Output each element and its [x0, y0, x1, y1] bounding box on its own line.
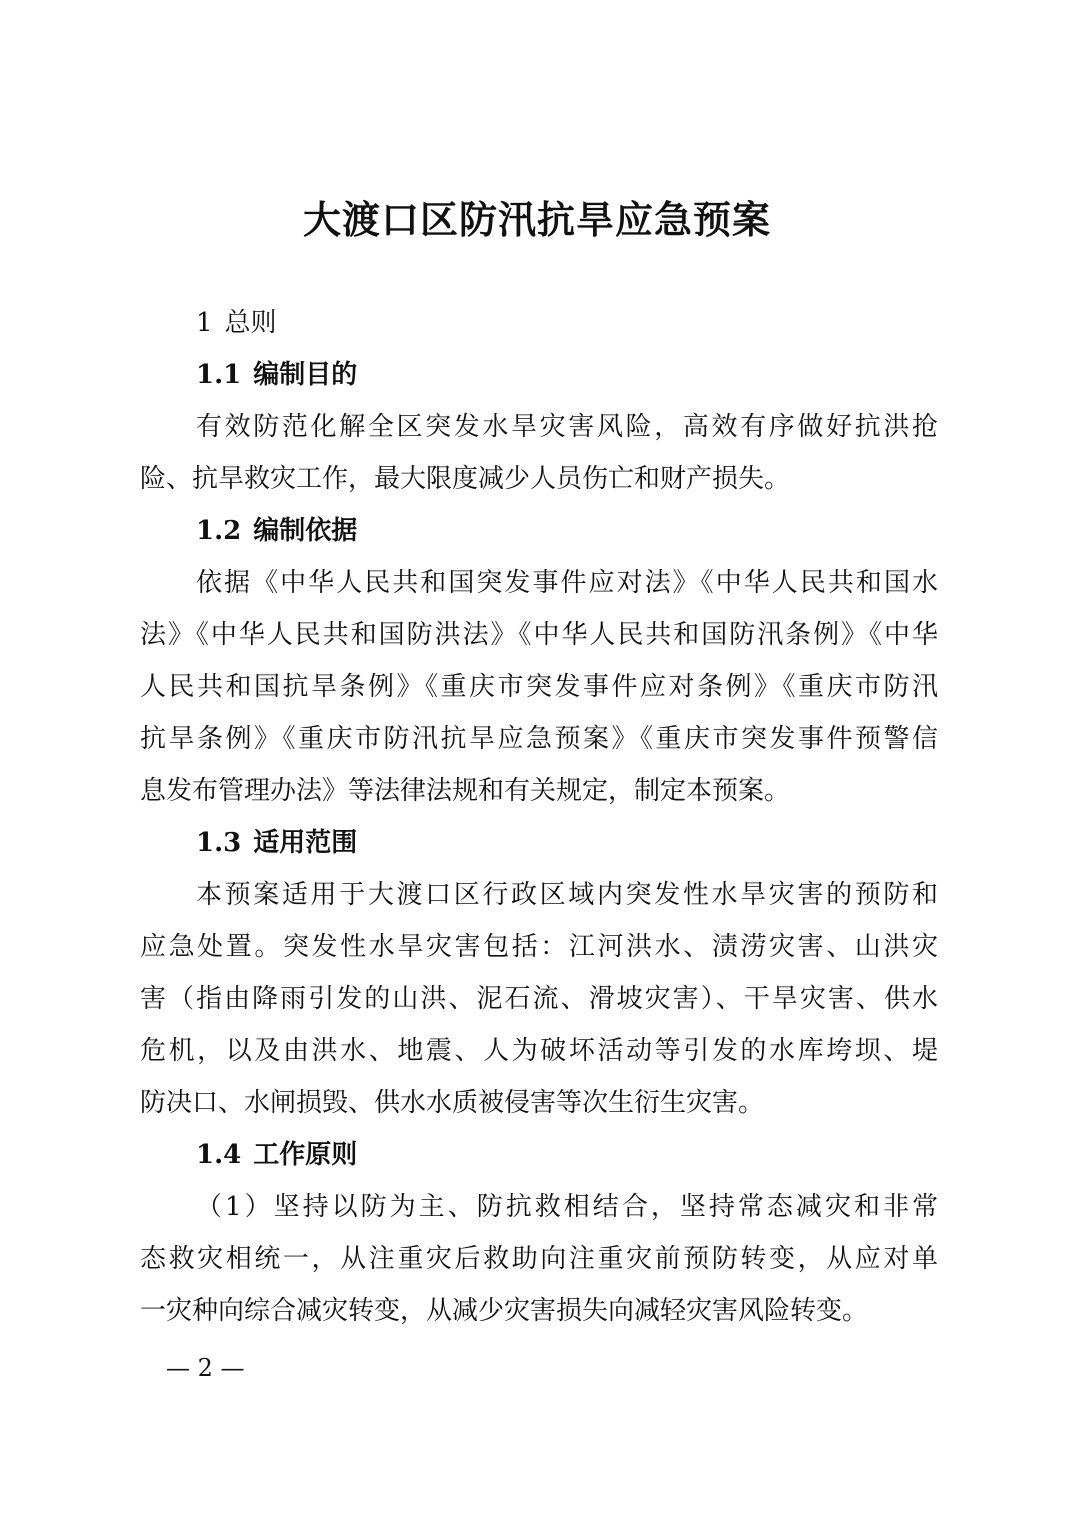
paragraph-line: 应急处置。突发性水旱灾害包括：江河洪水、渍涝灾害、山洪灾	[140, 932, 938, 962]
paragraph-line: 害（指由降雨引发的山洪、泥石流、滑坡灾害）、干旱灾害、供水	[140, 984, 938, 1014]
section-title: 总则	[224, 308, 277, 338]
section-number: 1.2	[196, 516, 242, 546]
section-title: 适用范围	[253, 828, 358, 858]
paragraph-line: 一灾种向综合减灾转变，从减少灾害损失向减轻灾害风险转变。	[140, 1296, 869, 1326]
document-title: 大渡口区防汛抗旱应急预案	[302, 197, 771, 242]
paragraph-line: 险、抗旱救灾工作，最大限度减少人员伤亡和财产损失。	[140, 464, 791, 494]
paragraph-line: 本预案适用于大渡口区行政区域内突发性水旱灾害的预防和	[196, 880, 938, 910]
paragraph-line: 依据《中华人民共和国突发事件应对法》《中华人民共和国水	[196, 568, 938, 598]
section-number: 1.1	[196, 360, 242, 390]
paragraph-line: 危机，以及由洪水、地震、人为破坏活动等引发的水库垮坝、堤	[140, 1036, 938, 1066]
section-number: 1.4	[196, 1140, 242, 1170]
paragraph-line: 防决口、水闸损毁、供水水质被侵害等次生衍生灾害。	[140, 1088, 765, 1118]
section-title: 编制目的	[253, 360, 358, 390]
document-body	[140, 297, 938, 1337]
section-heading	[140, 817, 938, 869]
paragraph-line: 人民共和国抗旱条例》《重庆市突发事件应对条例》《重庆市防汛	[140, 672, 938, 702]
section-number: 1.3	[196, 828, 242, 858]
paragraph-line: 息发布管理办法》等法律法规和有关规定，制定本预案。	[140, 776, 791, 806]
section-title: 工作原则	[253, 1140, 358, 1170]
paragraph-line: 抗旱条例》《重庆市防汛抗旱应急预案》《重庆市突发事件预警信	[140, 724, 938, 754]
paragraph-line: 法》《中华人民共和国防洪法》《中华人民共和国防汛条例》《中华	[140, 620, 938, 650]
section-title: 编制依据	[253, 516, 358, 546]
paragraph-line: （1）坚持以防为主、防抗救相结合，坚持常态减灾和非常	[196, 1192, 938, 1222]
section-heading	[140, 349, 938, 401]
paragraph-line: 有效防范化解全区突发水旱灾害风险，高效有序做好抗洪抢	[196, 412, 938, 442]
section-heading	[140, 505, 938, 557]
section-number: 1	[196, 308, 213, 338]
section-heading	[140, 1129, 938, 1181]
page-number: — 2 —	[166, 1354, 245, 1382]
paragraph-line: 态救灾相统一，从注重灾后救助向注重灾前预防转变，从应对单	[140, 1244, 938, 1274]
section-heading	[140, 297, 938, 349]
